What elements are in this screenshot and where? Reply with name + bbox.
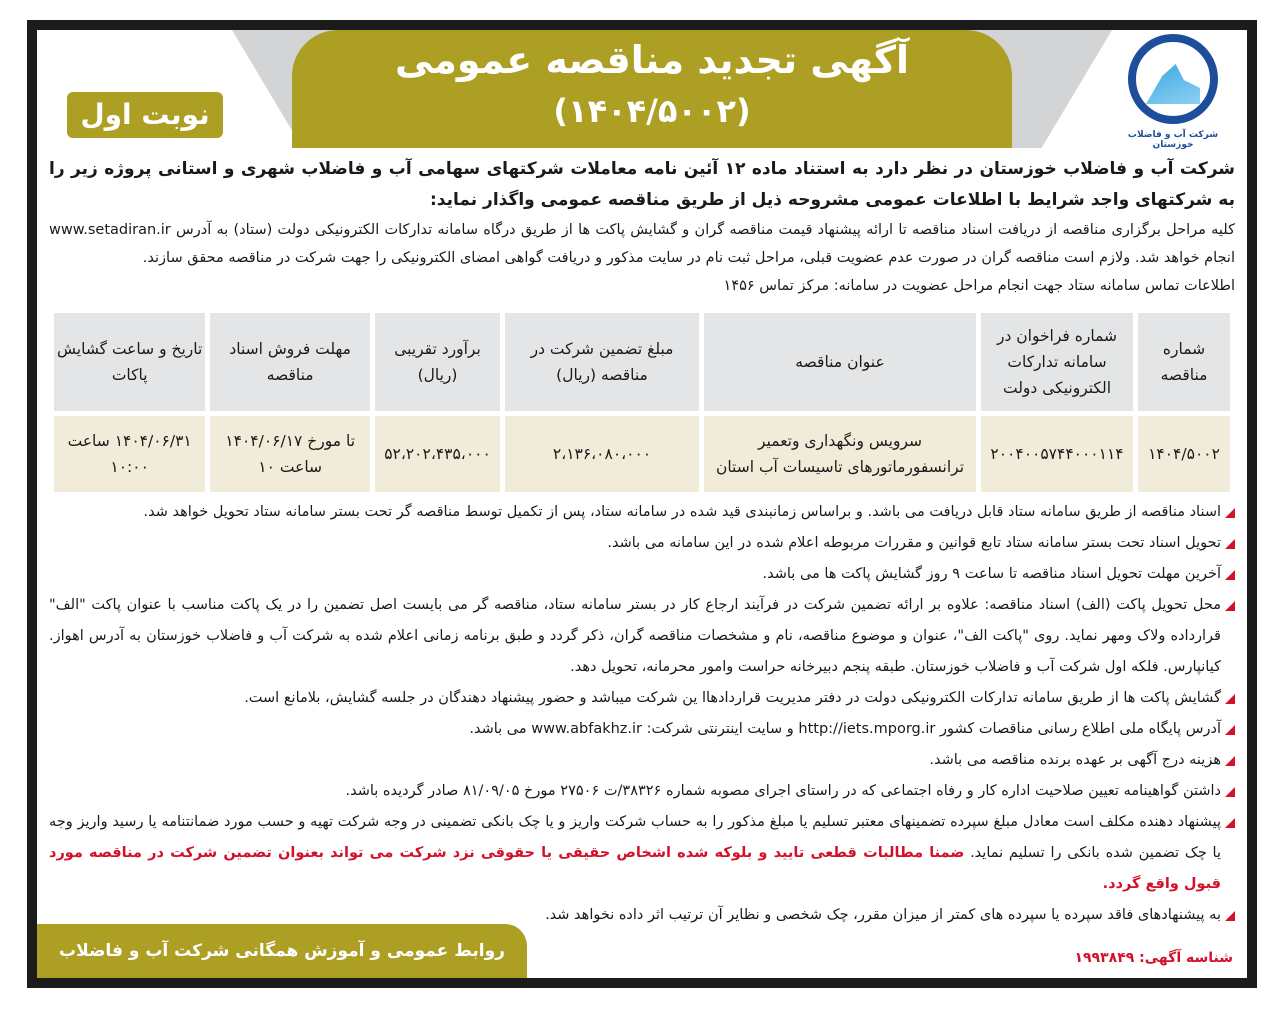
intro-paragraph: کلیه مراحل برگزاری مناقصه از دریافت اسناد مناقصه تا ارائه پیشنهاد قیمت مناقصه گران و گشایش پاکت ها از طریق درگاه سامانه تدارکات الکترونیکی دولت (ستاد) به آدرس www.setadiran.ir انجام خواهد شد. ولازم است مناقصه گران در صورت عدم عضویت قبلی، مراحل ثبت نام در سایت مذکور و دریافت گواهی امضای الکترونیکی را جهت شرکت در مناقصه محقق سازند. bbox=[49, 222, 1235, 266]
cell-title: سرویس ونگهداری وتعمیر ترانسفورماتورهای تاسیسات آب استان bbox=[704, 416, 976, 492]
tender-table bbox=[49, 308, 1235, 497]
cell-sale-deadline: تا مورخ ۱۴۰۴/۰۶/۱۷ ساعت ۱۰ bbox=[210, 416, 370, 492]
cell-estimate: ۵۲،۲۰۲،۴۳۵،۰۰۰ bbox=[375, 416, 500, 492]
bullet-item: آخرین مهلت تحویل اسناد مناقصه تا ساعت ۹ روز گشایش پاکت ها می باشد. bbox=[49, 559, 1235, 590]
logo-caption: شرکت آب و فاضلاب خوزستان bbox=[1127, 130, 1219, 150]
cell-guarantee: ۲،۱۳۶،۰۸۰،۰۰۰ bbox=[505, 416, 699, 492]
bullet-item: تحویل اسناد تحت بستر سامانه ستاد تابع قوانین و مقررات مربوطه اعلام شده در این سامانه می باشد. bbox=[49, 528, 1235, 559]
bullet-item: گشایش پاکت ها از طریق سامانه تدارکات الکترونیکی دولت در دفتر مدیریت قراردادهاا ین شرکت میباشد و حضور پیشنهاد دهندگان در جلسه گشایش، بلامانع است. bbox=[49, 683, 1235, 714]
col-guarantee: مبلغ تضمین شرکت در مناقصه (ریال) bbox=[505, 313, 699, 411]
col-call-number: شماره فراخوان در سامانه تدارکات الکترونیکی دولت bbox=[981, 313, 1133, 411]
bullet-item: آدرس پایگاه ملی اطلاع رسانی مناقصات کشور http://iets.mporg.ir و سایت اینترنتی شرکت: www.abfakhz.ir می باشد. bbox=[49, 714, 1235, 745]
col-title: عنوان مناقصه bbox=[704, 313, 976, 411]
round-badge: نوبت اول bbox=[67, 92, 223, 138]
cell-tender-number: ۱۴۰۴/۵۰۰۲ bbox=[1138, 416, 1230, 492]
ad-body bbox=[49, 154, 1235, 931]
guarantee-highlight: ضمنا مطالبات قطعی تایید و بلوکه شده اشخاص حقیقی یا حقوقی نزد شرکت می تواند بعنوان تضمین شرکت در مناقصه مورد قبول واقع گردد. bbox=[49, 845, 1221, 892]
col-estimate: برآورد تقریبی (ریال) bbox=[375, 313, 500, 411]
cell-call-number: ۲۰۰۴۰۰۵۷۴۴۰۰۰۱۱۴ bbox=[981, 416, 1133, 492]
table-header-row bbox=[54, 313, 1230, 411]
table-row bbox=[54, 416, 1230, 492]
bullet-item: هزینه درج آگهی بر عهده برنده مناقصه می باشد. bbox=[49, 745, 1235, 776]
page-title: آگهی تجدید مناقصه عمومی bbox=[394, 38, 910, 82]
bullet-item: اسناد مناقصه از طریق سامانه ستاد قابل دریافت می باشد. و براساس زمانبندی قید شده در سامانه ستاد، پس از تکمیل توسط مناقصه گر تحت بستر سامانه ستاد تحویل خواهد شد. bbox=[49, 497, 1235, 528]
cell-opening-date: ۱۴۰۴/۰۶/۳۱ ساعت ۱۰:۰۰ bbox=[54, 416, 205, 492]
guarantee-text: پیشنهاد دهنده مکلف است معادل مبلغ سپرده تضمینهای معتبر تسلیم یا مبلغ مذکور را به حساب شرکت واریز و یا چک بانکی تضمینی در وجه شرکت تهیه و حسب مورد ضمانتنامه یا رسید واریز وجه یا چک تضمین شده بانکی را تسلیم نماید. bbox=[49, 814, 1221, 861]
bullet-item-guarantee bbox=[49, 807, 1235, 900]
title-banner bbox=[292, 30, 1012, 148]
company-logo bbox=[1113, 34, 1233, 150]
footer-org-banner: روابط عمومی و آموزش همگانی شرکت آب و فاضلاب استان خوزستان bbox=[37, 924, 527, 978]
water-drop-logo-icon bbox=[1128, 34, 1218, 124]
bullet-item: به پیشنهادهای فاقد سپرده یا سپرده های کمتر از میزان مقرر، چک شخصی و نظایر آن ترتیب اثر داده نخواهد شد. bbox=[49, 900, 1235, 931]
bullet-item: داشتن گواهینامه تعیین صلاحیت اداره کار و رفاه اجتماعی که در راستای اجرای مصوبه شماره ۳۸۳۲۶/ت ۲۷۵۰۶ مورخ ۸۱/۰۹/۰۵ صادر گردیده باشد. bbox=[49, 776, 1235, 807]
intro-lead: شرکت آب و فاضلاب خوزستان در نظر دارد به استناد ماده ۱۲ آئین نامه معاملات شرکتهای سهامی آب و فاضلاب شهری و استانی پروژه زیر را به شرکتهای واجد شرایط با اطلاعات عمومی مشروحه ذیل از طریق مناقصه عمومی واگذار نماید: bbox=[49, 159, 1236, 210]
contact-info: اطلاعات تماس سامانه ستاد جهت انجام مراحل عضویت در سامانه: مرکز تماس ۱۴۵۶ bbox=[723, 278, 1235, 294]
ad-id: شناسه آگهی: ۱۹۹۳۸۴۹ bbox=[1074, 950, 1233, 966]
advertisement-frame bbox=[27, 20, 1257, 1015]
tender-number: (۱۴۰۴/۵۰۰۲) bbox=[553, 92, 751, 130]
bullet-item: محل تحویل پاکت (الف) اسناد مناقصه: علاوه بر ارائه تضمین شرکت در فرآیند ارجاع کار در بستر سامانه ستاد، مناقصه گر می بایست اصل تضمین را در یک پاکت مناسب با عنوان پاکت "الف" قرارداده ولاک ومهر نماید. روی "پاکت الف"، عنوان و موضوع مناقصه، نام و مشخصات مناقصه گران، ذکر گردد و طبق برنامه زمانی اعلام شده به شرکت آب و فاضلاب خوزستان به آدرس اهواز. کیانپارس. فلکه اول شرکت آب و فاضلاب خوزستان. طبقه پنجم دبیرخانه حراست وامور محرمانه، تحویل دهد. bbox=[49, 590, 1235, 683]
col-sale-deadline: مهلت فروش اسناد مناقصه bbox=[210, 313, 370, 411]
col-tender-number: شماره مناقصه bbox=[1138, 313, 1230, 411]
col-opening-date: تاریخ و ساعت گشایش پاکات bbox=[54, 313, 205, 411]
